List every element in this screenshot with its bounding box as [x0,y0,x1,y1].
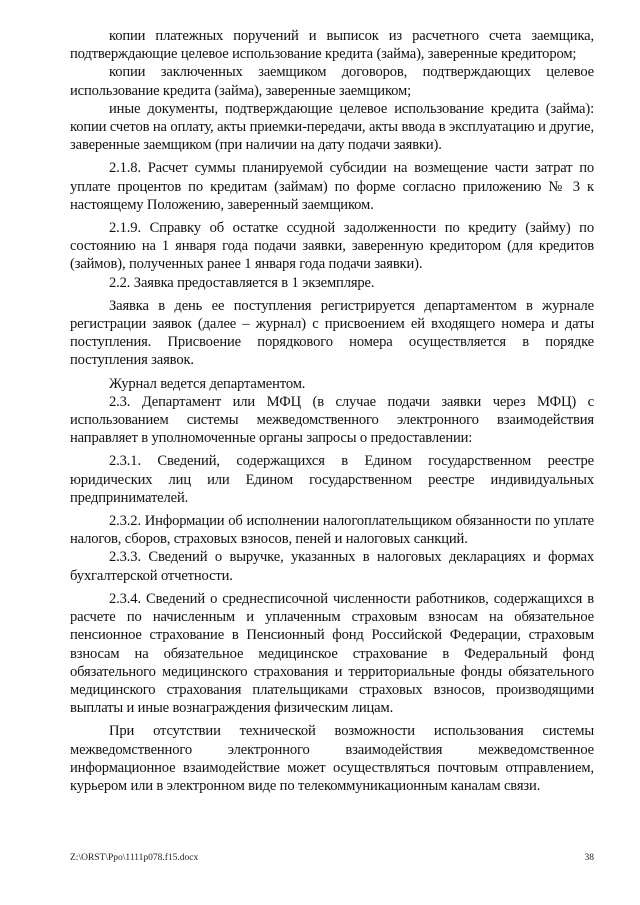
footer-page-number: 38 [584,853,594,863]
document-body [70,27,594,795]
paragraph-2-3: 2.3. Департамент или МФЦ (в случае подачи заявки через МФЦ) с использованием системы межведомственного электронного взаимодействия направляет в уполномоченные органы запросы о предоставлении: [70,393,594,447]
page-footer [70,853,594,863]
paragraph-payment-orders: копии платежных поручений и выписок из расчетного счета заемщика, подтверждающие целевое использование кредита (займа), заверенные кредитором; [70,28,594,63]
paragraph-other-documents: иные документы, подтверждающие целевое использование кредита (займа): копии счетов на оплату, акты приемки-передачи, акты ввода в эксплуатацию и другие, заверенные заемщиком (при наличии на дату подачи заявки). [70,100,594,154]
paragraph-contracts: копии заключенных заемщиком договоров, подтверждающих целевое использование кредита (займа), заверенные заемщиком; [70,64,594,99]
paragraph-2-3-4: 2.3.4. Сведений о среднесписочной численности работников, содержащихся в расчете по начисленным и уплаченным страховым взносам на обязательное пенсионное страхование в Пенсионный фонд Российской Федерации, страховым взносам на обязательное медицинское страхование в Федеральный фонд обязательного медицинского страхования и территориальные фонды обязательного медицинского страхования плательщиками страховых взносов, производящими выплаты и иные вознаграждения физическим лицам. [70,590,594,717]
paragraph-2-3-2: 2.3.2. Информации об исполнении налогоплательщиком обязанности по уплате налогов, сборов, страховых взносов, пеней и налоговых санкций. [70,513,594,548]
footer-file-path: Z:\ORST\Ppo\1111p078.f15.docx [70,853,199,863]
paragraph-registration: Заявка в день ее поступления регистрируется департаментом в журнале регистрации заявок (далее – журнал) с присвоением ей входящего номера и даты поступления. Присвоение порядкового номера осуществляется в порядке поступления заявок. [70,297,594,369]
paragraph-2-2: 2.2. Заявка предоставляется в 1 экземпляре. [109,274,375,291]
paragraph-no-technical-possibility: При отсутствии технической возможности использования системы межведомственного электронного взаимодействия межведомственное информационное взаимодействие может осуществляться почтовым отправлением, курьером или в электронном виде по телекоммуникационным каналам связи. [70,723,594,794]
paragraph-journal: Журнал ведется департаментом. [109,375,306,392]
paragraph-2-1-8: 2.1.8. Расчет суммы планируемой субсидии на возмещение части затрат по уплате процентов по кредитам (займам) по форме согласно приложению № 3 к настоящему Положению, заверенный заемщиком. [70,160,594,213]
paragraph-2-1-9: 2.1.9. Справку об остатке ссудной задолженности по кредиту (займу) по состоянию на 1 января года подачи заявки, заверенную кредитором (для кредитов (займов), полученных ранее 1 января года подачи заявки). [70,220,594,273]
paragraph-2-3-1: 2.3.1. Сведений, содержащихся в Едином государственном реестре юридических лиц или Едином государственном реестре индивидуальных предпринимателей. [70,453,594,506]
paragraph-2-3-3: 2.3.3. Сведений о выручке, указанных в налоговых декларациях и формах бухгалтерской отчетности. [70,549,594,584]
